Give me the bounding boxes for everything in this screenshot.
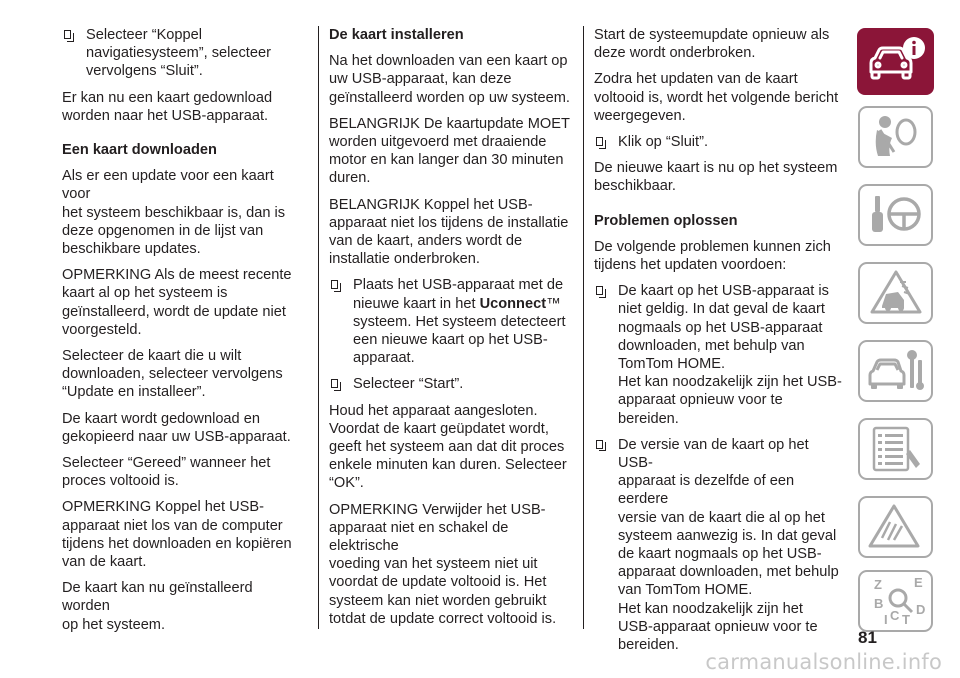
section-heading: De kaart installeren [329, 27, 464, 43]
paragraph: Na het downloaden van een kaart op uw USB-apparaat, kan deze geïnstalleerd worden op uw systeem. [329, 53, 570, 106]
important-paragraph: BELANGRIJK Koppel het USB- apparaat niet los tijdens de installatie van de kaart, anders wordt de installatie onderbroken. [329, 196, 569, 268]
section-heading: Problemen oplossen [594, 212, 738, 229]
tab-warning[interactable] [858, 262, 933, 324]
multimedia-icon [860, 498, 931, 556]
tab-seatbelt-airbag[interactable] [858, 106, 933, 168]
note-paragraph: OPMERKING Als de meest recente kaart al op het systeem is geïnstalleerd, wordt de update niet voorgesteld. [62, 267, 292, 338]
bullet-item: De kaart op het USB-apparaat is niet geldig. In dat geval de kaart nogmaals op het USB-apparaat downloaden, met behulp van TomTom HOME. Het kan noodzakelijk zijn het USB- apparaat opnieuw voor te bereiden. [594, 282, 842, 428]
paragraph: Start de systeemupdate opnieuw als deze wordt onderbroken. [594, 27, 830, 62]
tab-multimedia[interactable] [858, 496, 933, 558]
bullet-box-icon [64, 30, 71, 39]
alphabetical-index-icon [860, 572, 931, 630]
steering-key-icon [860, 186, 931, 244]
paragraph: Selecteer “Gereed” wanneer het proces voltooid is. [62, 455, 271, 490]
bullet-box-icon [331, 280, 338, 289]
svg-text:B: B [874, 596, 884, 611]
seatbelt-airbag-icon [860, 108, 931, 166]
column-divider-left [318, 26, 319, 629]
bullet-item: De versie van de kaart op het USB- apparaat is dezelfde of een eerdere versie van de kaart die al op het systeem aanwezig is. In dat geval de kaart nogmaals op het USB- apparaat downloaden, met behulp van TomTom HOME. Het kan noodzakelijk zijn het USB-apparaat opnieuw voor te bereiden. [594, 436, 842, 654]
svg-text:I: I [884, 612, 888, 627]
car-info-icon [857, 28, 934, 95]
svg-text:Z: Z [874, 577, 882, 592]
section-heading: Een kaart downloaden [62, 142, 217, 159]
paragraph: De nieuwe kaart is nu op het systeem beschikbaar. [594, 160, 838, 195]
bullet-item: Selecteer “Start”. [329, 375, 576, 393]
tab-car-info[interactable] [857, 28, 934, 95]
column-divider-right [583, 26, 584, 629]
tab-alphabetical-index[interactable] [858, 570, 933, 632]
tab-list-index[interactable] [858, 418, 933, 480]
bullet-item: Selecteer “Koppel navigatiesysteem”, selecteer vervolgens “Sluit”. [62, 26, 302, 81]
paragraph: Als er een update voor een kaart voor het systeem beschikbaar is, dan is deze opgenomen in de lijst van beschikbare updates. [62, 168, 286, 258]
svg-text:C: C [890, 608, 900, 623]
note-paragraph: OPMERKING Koppel het USB- apparaat niet los van de computer tijdens het downloaden en kopiëren van de kaart. [62, 499, 292, 571]
text-column-2 [329, 26, 576, 636]
bullet-box-icon [596, 286, 603, 295]
bullet-box-icon [596, 440, 603, 449]
tab-steering-key[interactable] [858, 184, 933, 246]
text-column-1 [62, 26, 302, 642]
paragraph: Houd het apparaat aangesloten. Voordat de kaart geüpdatet wordt, geeft het systeem aan dat dit proces enkele minuten kan duren. Selecteer “OK”. [329, 402, 567, 492]
paragraph: De kaart wordt gedownload en gekopieerd naar uw USB-apparaat. [62, 410, 291, 445]
bullet-item: Plaats het USB-apparaat met de nieuwe kaart in het Uconnect™ systeem. Het systeem detecteert een nieuwe kaart op het USB- apparaat. [329, 276, 576, 367]
list-index-icon [860, 420, 931, 478]
paragraph: De volgende problemen kunnen zich tijdens het updaten voordoen: [594, 238, 831, 274]
page-number: 81 [858, 628, 877, 647]
brand-name: Uconnect [479, 295, 547, 312]
text-column-3 [594, 26, 842, 662]
tab-car-tools[interactable] [858, 340, 933, 402]
note-paragraph: OPMERKING Verwijder het USB- apparaat niet en schakel de elektrische voeding van het systeem niet uit voordat de update voltooid is. Het systeem kan niet worden gebruikt totdat de update correct voltooid is. [329, 501, 557, 627]
svg-text:T: T [902, 612, 910, 627]
warning-triangle-icon [860, 264, 931, 322]
paragraph: Zodra het updaten van de kaart voltooid is, wordt het volgende bericht weergegeven. [594, 71, 839, 124]
paragraph: Er kan nu een kaart gedownload worden naar het USB-apparaat. [62, 89, 273, 124]
watermark: carmanualsonline.info [705, 650, 942, 674]
car-tools-icon [860, 342, 931, 400]
important-paragraph: BELANGRIJK De kaartupdate MOET worden uitgevoerd met draaiende motor en kan langer dan 30 minuten duren. [329, 115, 570, 187]
paragraph: Selecteer de kaart die u wilt downloaden, selecteer vervolgens “Update en installeer”. [62, 348, 283, 401]
svg-text:D: D [916, 602, 926, 617]
svg-text:E: E [914, 575, 923, 590]
paragraph: De kaart kan nu geïnstalleerd worden op het systeem. [62, 580, 253, 633]
bullet-box-icon [596, 137, 603, 146]
bullet-box-icon [331, 379, 338, 388]
bullet-item: Klik op “Sluit”. [594, 133, 842, 151]
